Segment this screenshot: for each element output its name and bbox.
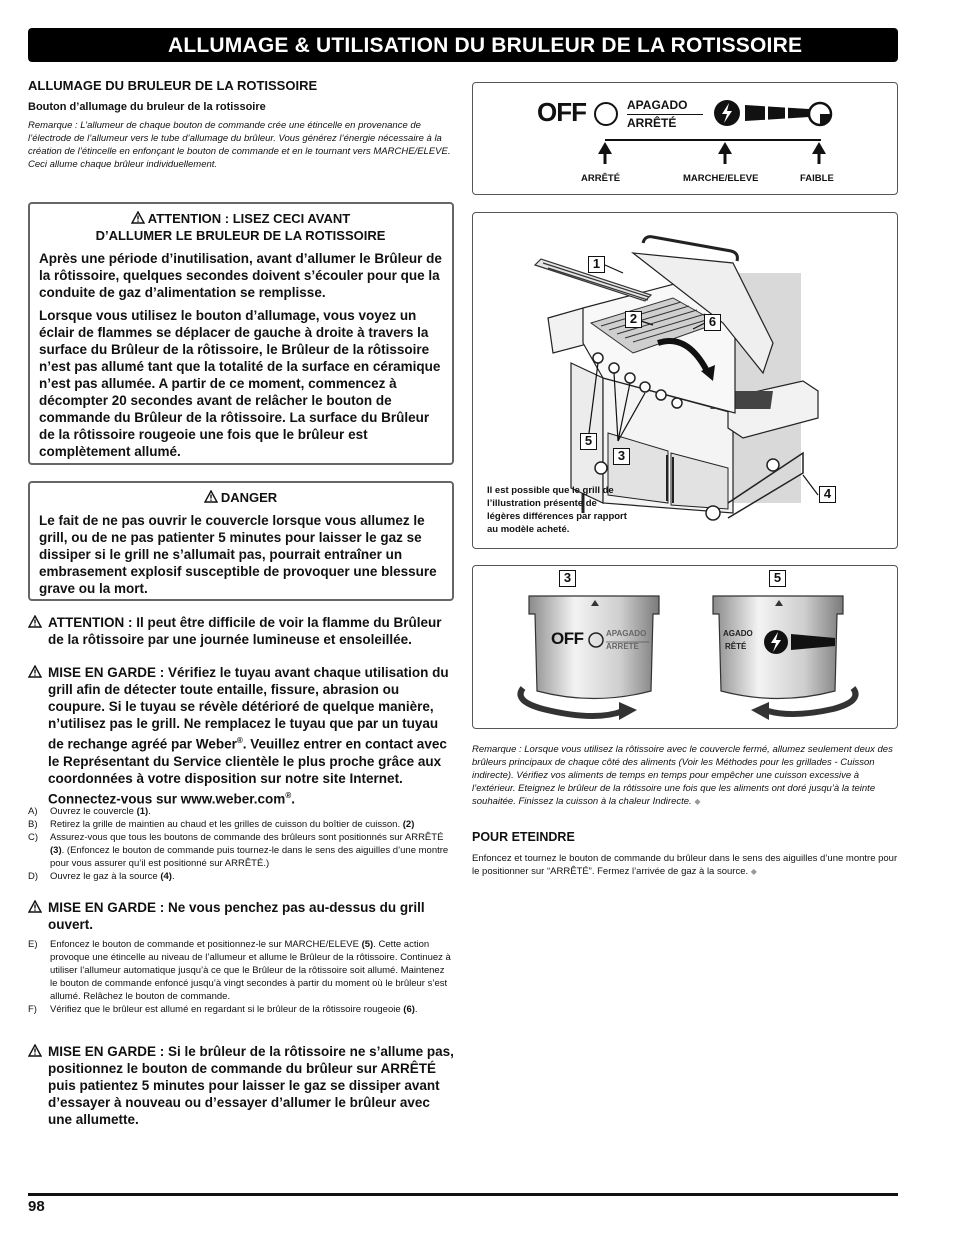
arrow-up-icon: [717, 141, 733, 165]
pos-high-label: MARCHE/ELEVE: [683, 173, 759, 184]
knob-arrete-cut-label: RÊTÉ: [725, 642, 747, 651]
rotisserie-closed-lid-note: Remarque : Lorsque vous utilisez la rôtissoire avec le couvercle fermé, allumez seulement deux des brûleurs principaux de chaque côté des aliments (Voir les Méthodes pour les grillades - Cuisson indirecte). Vérifiez vos aliments de temps en temps pour empêcher une cuisson excessive à l’extérieur. Eteignez le brûleur de la rôtissoire une fois que les aliments ont doré jusqu’à la teinte souhaitée. Finissez la cuisson à la chaleur Indirecte. ◆: [472, 744, 893, 807]
low-flame-circle-icon: [807, 101, 835, 129]
knob-illustration: [472, 565, 898, 729]
steps-e-f: [28, 938, 454, 1016]
arrow-up-icon: [597, 141, 613, 165]
dial-arrete-label: ARRÊTÉ: [627, 116, 677, 130]
warning-triangle-icon: [28, 900, 42, 913]
extinguish-section: [472, 830, 898, 878]
attention-box: [28, 202, 454, 465]
intro-section: [28, 78, 454, 171]
danger-text: Le fait de ne pas ouvrir le couvercle lorsque vous allumez le grill, ou de ne pas patienter 5 minutes pour laisser le gaz se dissiper si le grill ne s’allumait pas, pourrait entraîner un embrasement explosif susceptible de provoquer une blessure grave ou la mort.: [39, 513, 437, 596]
off-circle-icon: [593, 101, 619, 127]
end-diamond-icon: ◆: [694, 797, 701, 806]
danger-box: [28, 481, 454, 601]
page-banner-title: ALLUMAGE & UTILISATION DU BRULEUR DE LA ROTISSOIRE: [28, 28, 898, 62]
arrow-up-icon: [811, 141, 827, 165]
callout-5: 5: [769, 570, 786, 587]
page-number: 98: [28, 1198, 45, 1215]
dial-off-label: OFF: [537, 97, 586, 127]
list-item: E) Enfoncez le bouton de commande et positionnez-le sur MARCHE/ELEVE (5). Cette action provoque une étincelle au niveau de l’allumeur et allume le Brûleur de la rôtissoire. Continuez à utiliser l’allumeur automatique jusqu’à ce que le Brûleur de la rôtissoire soit allumé. Maintenez le bouton de commande enfoncé jusqu’à vingt secondes à partir du moment où le brûleur s’est allumé. Relâchez le bouton de commande.: [28, 939, 451, 1002]
pos-off-label: ARRÊTÉ: [581, 173, 621, 184]
callout-6: 6: [704, 314, 721, 331]
extinguish-title: POUR ETEINDRE: [472, 830, 575, 844]
footer-rule: [28, 1193, 898, 1196]
callout-1: 1: [588, 256, 605, 273]
warning-triangle-icon: [28, 615, 42, 628]
ignition-note: Remarque : L’allumeur de chaque bouton de commande crée une étincelle en provenance de l’électrode de l’allumeur vers le tube d’allumage du brûleur. Vous générez l’énergie nécessaire à la création de l’étincelle en enfonçant le bouton de commande et en le tournant vers MARCHE/ELEVE. Ceci allume chaque brûleur individuellement.: [28, 120, 451, 170]
warning-burner-not-lit: MISE EN GARDE : Si le brûleur de la rôtissoire ne s’allume pas, positionnez le bouton de commande du brûleur sur ARRÊTÉ puis patientez 5 minutes pour laisser le gaz se dissiper avant d’essayer à nouveau ou d’essayer d’allumer le brûleur avec une allumette.: [28, 1043, 454, 1128]
attention-box-title: ATTENTION : LISEZ CECI AVANT D’ALLUMER LE BRULEUR DE LA ROTISSOIRE: [95, 211, 386, 243]
warning-triangle-icon: [28, 1044, 42, 1057]
knob-apagado-cut-label: AGADO: [723, 629, 753, 638]
warning-do-not-lean: MISE EN GARDE : Ne vous penchez pas au-dessus du grill ouvert.: [28, 899, 454, 933]
list-item: A) Ouvrez le couvercle (1).: [28, 806, 151, 817]
knob-off-label: OFF: [551, 629, 584, 648]
list-item: B) Retirez la grille de maintien au chaud et les grilles de cuisson du boîtier de cuisson. (2): [28, 819, 415, 830]
callout-5: 5: [580, 433, 597, 450]
danger-box-title: DANGER: [39, 489, 442, 506]
list-item: F) Vérifiez que le brûleur est allumé en regardant si le brûleur de la rôtissoire rougeoie (6).: [28, 1004, 418, 1015]
dial-diagram: [472, 82, 898, 195]
end-diamond-icon: ◆: [750, 867, 757, 876]
callout-2: 2: [625, 311, 642, 328]
section-title: ALLUMAGE DU BRULEUR DE LA ROTISSOIRE: [28, 78, 318, 93]
section-subtitle: Bouton d’allumage du bruleur de la rotissoire: [28, 101, 266, 113]
attention-paragraph-1: Après une période d’inutilisation, avant d’allumer le Brûleur de la rôtissoire, quelques secondes doivent s’écouler pour que la conduite de gaz d’alimentation se remplisse.: [39, 251, 442, 300]
callout-3: 3: [613, 448, 630, 465]
dial-label-divider: [627, 114, 703, 115]
warning-hose-check: MISE EN GARDE : Vérifiez le tuyau avant chaque utilisation du grill afin de détecter toute entaille, fissure, abrasion ou coupure. Si le tuyau se révèle détérioré de quelque manière, n’utilisez pas le grill. Ne remplacez le tuyau que par un tuyau de rechange agréé par Weber®. Veuillez entrer en contact avec le Représentant du Service clientèle le plus proche grâce aux coordonnées à votre disposition sur notre site Internet. Connectez-vous sur www.weber.com®.: [28, 664, 454, 807]
dial-scale-line: [605, 139, 821, 141]
warning-triangle-icon: [204, 490, 218, 503]
knob-apagado-label: APAGADO: [606, 629, 647, 638]
knob-drawing: [473, 566, 896, 727]
warning-sunlight: ATTENTION : Il peut être difficile de voir la flamme du Brûleur de la rôtissoire par une journée lumineuse et ensoleillée.: [28, 614, 454, 648]
list-item: C) Assurez-vous que tous les boutons de commande des brûleurs sont positionnés sur ARRÊTÉ (3). (Enfoncez le bouton de commande puis tournez-le dans le sens des aiguilles d’une montre pour vous assurer qu’il est positionné sur ARRÊTÉ.): [28, 832, 449, 869]
grill-illustration: [472, 212, 898, 549]
steps-a-d: [28, 805, 454, 883]
illustration-caption: Il est possible que le grill de l’illustration présente de légères différences par rapport au modèle acheté.: [487, 485, 627, 535]
extinguish-text: Enfoncez et tournez le bouton de commande du brûleur dans le sens des aiguilles d’une montre pour le positionner sur “ARRÊTÉ”. Fermez l’arrivée de gaz à la source.: [472, 853, 898, 877]
callout-3: 3: [559, 570, 576, 587]
dial-apagado-label: APAGADO: [627, 98, 688, 112]
warning-triangle-icon: [28, 665, 42, 678]
attention-paragraph-2: Lorsque vous utilisez le bouton d’allumage, vous voyez un éclair de flammes se déplacer de gauche à droite à travers la surface du Brûleur de la rôtissoire, le Brûleur de la rôtissoire n’est pas allumé tant que la totalité de la surface en céramique n’est pas allumée. A partir de ce moment, commencez à décompter 20 secondes avant de relâcher le bouton de commande du Brûleur de la rôtissoire. La surface du Brûleur de la rôtissoire rougeoie une fois que le brûleur est complètement allumé.: [39, 308, 441, 459]
callout-4: 4: [819, 486, 836, 503]
list-item: D) Ouvrez le gaz à la source (4).: [28, 871, 175, 882]
pos-low-label: FAIBLE: [800, 173, 834, 184]
warning-triangle-icon: [131, 211, 145, 224]
knob-arrete-label: ARRÊTÉ: [606, 642, 639, 651]
